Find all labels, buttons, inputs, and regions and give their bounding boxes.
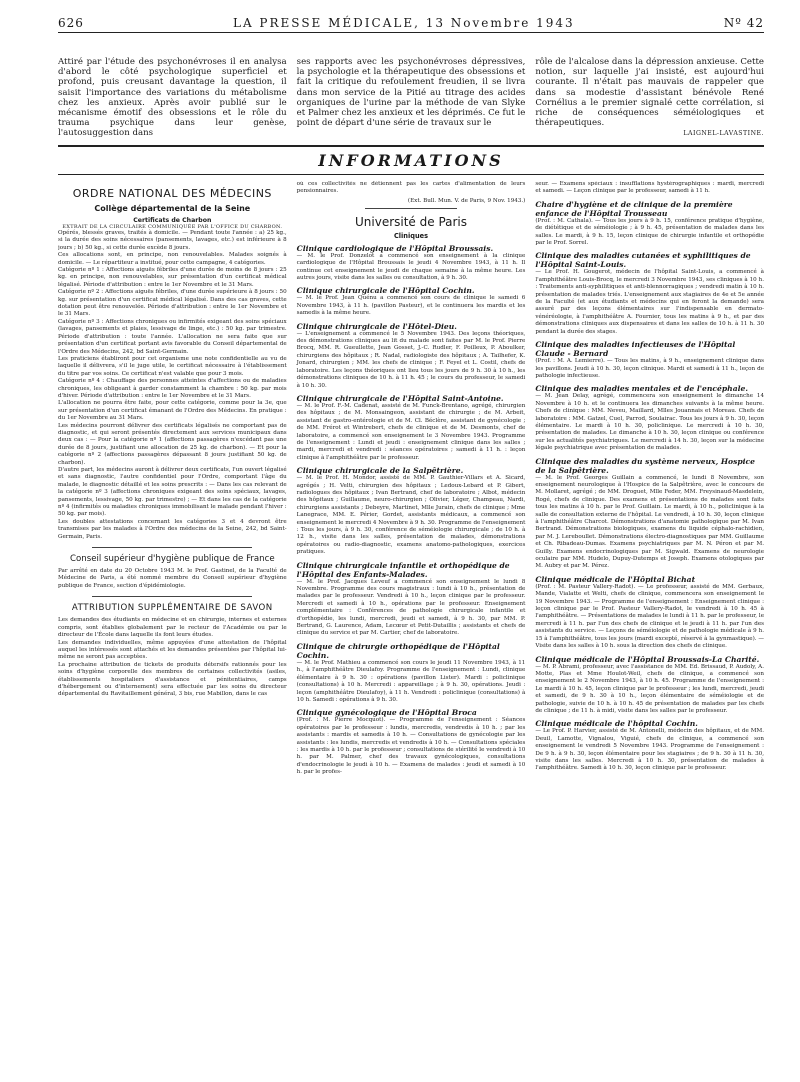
paragraph: (Prof. : M. Pierre Mocquot). — Programme de l'enseignement : Séances opératoires par le professeur : lundis, mercredis, vendredis à 10 h. ; par les assistants : mardis et samedis à 10 h. — Consultations de gynécologie par les assistants : les lundis, mercredis et vendredis à 10 h. — Consultations spéciales : les mardis à 10 h. par le professeur ; consultations de stérilité le vendredi à 10 h. par M. Palmer, chef des travaux gynécologiques, consultations d'endocrinologie le jeudi à 10 h. — Examens de malades : jeudi et samedi à 10 h. par le profes- <box>296 717 526 776</box>
header-rule <box>58 32 764 33</box>
section-rule-bottom <box>58 174 764 175</box>
paragraph: (Prof. : M. Pasteur Vallery-Radot). — Le professeur, assisté de MM. Gerbaux, Mande, Vialatte et Welti, chefs de clinique, commencera son enseignement le 19 Novembre 1943. — Programme de l'enseignement : Enseignement clinique : leçon clinique par le Prof. Pasteur Vallery-Radot, le vendredi à 10 h. 45 à l'amphithéâtre. — Présentations de malades le lundi à 11 h. par le professeur, le mercredi à 11 h. par l'un des chefs de clinique et le jeudi à 11 h. par l'un des assistants du service. — Leçons de séméiologie et de pathologie médicale à 9 h. 15 à l'amphithéâtre, tous les jours (mardi excepté, réservé à la gynmastique). — Visite dans les salles à 10 h. sous la direction des chefs de clinique. <box>535 583 764 650</box>
page-header <box>58 14 764 32</box>
clinic-heading: Chaire d'hygiène et de clinique de la première enfance de l'Hôpital Trousseau <box>535 199 733 218</box>
clinic-heading: Clinique cardiologique de l'Hôpital Broussais. <box>296 243 494 253</box>
section-rule <box>58 145 764 147</box>
paragraph: Par arrêté en date du 20 Octobre 1943 M. le Prof. Gastinel, de la Faculté de Médecine de Paris, a été nommé membre du Conseil supérieur d'hygiène publique de France, section d'épidémiologie. <box>58 568 287 589</box>
paragraph: La prochaine attribution de tickets de produits détersifs rationnés pour les soins d'hygiène corporelle des membres de certaines collectivités (asiles, établissements hospitaliers d'assistance et pénitentiaires, camps d'hébergement ou d'internement) sera effectuée par les soins du directeur départemental du Ravitaillement général, 3 bis, rue Mabillon, dans le cas <box>58 661 287 698</box>
clinic-heading: Clinique de chirurgie orthopédique de l'Hôpital Cochin. <box>296 641 500 660</box>
savon-title: ATTRIBUTION SUPPLÉMENTAIRE DE SAVON <box>71 603 273 614</box>
conseil-title: Conseil supérieur d'hygiène publique de France <box>70 554 275 565</box>
paragraph: — M. le Prof. Jacques Leveuf a commencé son enseignement le lundi 8 Novembre. Programme des cours magistraux : lundi à 10 h., présentation de malades par le professeur. Vendredi à 10 h., leçon clinique par le professeur. Mercredi et samedi à 10 h., opérations par le professeur. Enseignement complémentaire : Conférences de pathologie chirurgicale infantile et d'orthopédie, les lundi, mercredi, jeudi et samedi, à 9 h. 30, par MM. P. Bertrand, G. Laurence, Adam, Lecœur et Petit-Dutaillis ; assistants et chefs de clinique du service et par M. Cartier, chef de laboratoire. <box>296 578 526 637</box>
article-continuation <box>58 57 764 141</box>
paragraph: Les médecins pourront délivrer des certificats légalisés ne comportant pas de diagnostic, et qui seront présentés directement aux services municipaux dans deux cas : — Pour la catégorie nº 1 (affections passagères n'excédant pas une durée de 8 jours, justifiant une allocation de 25 kg. de charbon). — Et pour la catégorie nº 2 (affections passagères dépassant 8 jours justifiant 50 kg. de charbon). <box>58 422 287 466</box>
paragraph: Catégorie nº 2 : Affections aiguës fébriles, d'une durée supérieure à 8 jours : 50 kg. sur présentation d'un certificat médical légalisé. Dans des cas graves, cette dotation peut être renouvelée. Période d'attribution : entre le 1er Novembre et le 31 Mars. <box>58 289 287 318</box>
article-col-3: rôle de l'alcalose dans la dépression anxieuse. Cette notion, sur laquelle j'ai insisté, est aujourd'hui courante. Il n'était pas mauvais de rappeler que dans sa modestie d'assistant bénévole René Cornélius a le premier signalé cette corrélation, si riche de conséquences séméiologiques et thérapeutiques. <box>535 57 764 129</box>
clinic-heading: Clinique médicale de l'hôpital Cochin. <box>535 719 698 729</box>
extrait-caption: EXTRAIT DE LA CIRCULAIRE COMMUNIQUÉE PAR L'OFFICE DU CHARBON. <box>62 224 283 230</box>
paragraph: Ces allocations sont, en principe, non renouvelables. Malades soignés à domicile. — Le répartiteur a institué, pour cette campagne, 4 catégories. <box>58 252 287 266</box>
university-title: Université de Paris <box>355 214 468 229</box>
clinic-heading: Clinique médicale de l'Hôpital Bichat <box>535 574 696 584</box>
issue-number: Nº 42 <box>723 16 764 30</box>
paragraph: D'autre part, les médecins auront à délivrer deux certificats, l'un ouvert légalisé et sans diagnostic, l'autre confidentiel pour l'Ordre, comportant l'âge du malade, le diagnostic détaillé et les soins prescrits : — Dans les cas relevant de la catégorie nº 3 (affections chroniques exigeant des soins spéciaux, lavages, pansements, lessivage, 50 kg. par trimestre) ; — Et dans les cas de la catégorie nº 4 (infirmités ou maladies chroniques immobilisant le malade pendant l'hiver : 50 kg. par mois). <box>58 467 287 518</box>
divider <box>92 596 252 597</box>
paragraph: — M. le Prof. Mathieu a commencé son cours le jeudi 11 Novembre 1943, à 11 h., à l'amphithéâtre Dieulafoy. Programme de l'enseignement : Lundi, clinique élémentaire à 9 h. 30 : opérations (pavillon Lister). Mardi : policlinique (consultations) à 10 h. Mercredi : appareillage ; à 9 h. 30, opérations. Jeudi : leçon (amphithéâtre Dieulafoy), à 11 h. Vendredi : policlinique (consultations) à 10 h. Samedi : opérations à 9 h. 30. <box>296 659 526 703</box>
paragraph: Opérés, blessés graves, traités à domicile. — Pendant toute l'année : a) 25 kg., si la durée des soins nécessaires (pansements, lavages, etc.) est inférieure à 8 jours ; b) 50 kg., si cette durée excède 8 jours. <box>58 230 287 251</box>
paragraph: L'allocation ne pourra être faite, pour cette catégorie, comme pour la 3e, que sur présentation d'un certificat émanant de l'Ordre des Médecins. En pratique : du 1er Novembre au 31 Mars. <box>58 400 287 422</box>
clinic-heading: Clinique médicale de l'Hôpital Broussais-La Charité. <box>535 654 760 664</box>
clinic-heading: Clinique chirurgicale de l'Hôpital Cochin. <box>296 286 475 296</box>
paragraph: où ces collectivités ne détiennent pas les cartes d'alimentation de leurs pensionnaires. <box>296 181 526 195</box>
paragraph: — M. P. Abrami, professeur, avec l'assistance de MM. Ed. Brissaud, P. Audoly, A. Motte, Plas et Mme Houlot-Weil, chefs de clinique, a commencé son enseignement le 2 Novembre 1943, à 10 h. 45. Programme de l'enseignement : Le mardi à 10 h. 45, leçon clinique par le professeur ; les lundi, mercredi, jeudi et samedi, de 9 h. 30 à 10 h., leçon élémentaire de séméiologie et de pathologie, suivie de 10 h. à 10 h. 45 de présentation de malades par les chefs de clinique ; de 11 h. à midi, visite dans les salles par le professeur. <box>535 663 764 714</box>
ordre-title: ORDRE NATIONAL DES MÉDECINS <box>72 187 272 200</box>
certificats-title: Certificats de Charbon <box>133 217 212 224</box>
clinic-heading: Clinique chirurgicale de l'Hôtel-Dieu. <box>296 321 457 331</box>
clinic-heading: Clinique des maladies infectieuses de l'Hôpital Claude - Bernard <box>535 340 736 359</box>
cliniques-title: Cliniques <box>393 231 429 240</box>
article-col-2: ses rapports avec les psychonévroses dépressives, la psychologie et la thérapeutique des obsessions et fait la critique du refoulement freudien, il se livra dans mon service de la Pitié au titrage des acides organiques de l'urine par la méthode de van Slyke et Palmer chez les anxieux et les déprimés. Ce fut le point de départ d'une série de travaux sur le <box>296 57 526 129</box>
paragraph: Catégorie nº 1 : Affections aiguës fébriles d'une durée de moins de 8 jours : 25 kg. en principe, non renouvelables, sur présentation d'un certificat médical légalisé. Période d'attribution : entre le 1er Novembre et le 31 Mars. <box>58 267 287 288</box>
middle-column <box>297 181 526 1081</box>
paragraph: Les praticiens établiront pour cet organisme une note confidentielle au vu de laquelle il délivrera, s'il le juge utile, le certificat nécessaire à l'établissement du titre par vos soins. Ce certificat n'est valable que pour 3 mois. <box>58 355 287 377</box>
paragraph: — Le Prof. H. Gougerot, médecin de l'hôpital Saint-Louis, a commencé à l'amphithéâtre Louis-Brocq, le mercredi 3 Novembre 1943, ses cliniques à 10 h. : Traitements anti-syphilitiques et anti-blennorragiques ; vendredi matin à 10 h. présentation de malades triés. L'enseignement aux stagiaires de 4e et 5e année de la Faculté (et aux étudiants et médecins qui en feront la demande) sera assuré par des leçons élémentaires sur l'indispensable en dermato-vénéréologie, à l'amphithéâtre A. Fournier, tous les matins à 9 h., et par des démonstrations cliniques aux dispensaires et dans les salles de 10 h. à 11 h. 30 pendant la durée des stages. <box>535 269 764 335</box>
signature: LAIGNEL-LAVASTINE. <box>683 130 764 138</box>
clinic-heading: Clinique chirurgicale de la Salpêtrière. <box>296 466 464 476</box>
right-column <box>535 181 764 1081</box>
paragraph: — M. Jean Delay, agrégé, commencera son enseignement le dimanche 14 Novembre à 10 h. et le continuera les dimanches suivants à la même heure. Chefs de clinique : MM. Neveu, Maillard, Mlles Jouannais et Moreau. Chefs de laboratoire : MM. Gatzel, Cuel, Parrod, Soulairac. Tous les jours à 9 h. 30, leçon élémentaire. Le mardi à 10 h. 30, policlinique. Le mercredi à 10 h. 30, présentation de malades. Le dimanche à 10 h. 30, leçon clinique ou conférence sur les actualités psychiatriques. Le mercredi à 14 h. 30, leçon sur la médecine légale psychiatrique avec présentation de malades. <box>535 393 764 452</box>
clinic-heading: Clinique des maladies cutanées et syphilitiques de l'Hôpital Saint-Louis. <box>535 251 751 270</box>
clinic-heading: Clinique chirurgicale de l'Hôpital Saint-Antoine. <box>296 393 504 403</box>
paragraph: Les doubles attestations concernant les catégories 3 et 4 devront être transmises par les malades à l'Ordre des médecins de la Seine, 242, bd Saint-Germain, Paris. <box>58 518 287 540</box>
paragraph: seur. — Examens spéciaux : insufflations hystérographiques : mardi, mercredi et samedi. — Leçon clinique par le professeur, samedi à 11 h. <box>535 181 764 195</box>
clinic-heading: Clinique gynécologique de l'Hôpital Broca <box>296 708 477 718</box>
paragraph: Catégorie nº 4 : Chauffage des personnes atteintes d'affections ou de maladies chroniques, les obligeant à garder constamment la chambre : 50 kg. par mois d'hiver. Période d'attribution : entre le 1er Novembre et le 31 Mars. <box>58 378 287 399</box>
paragraph: (Prof. : M. Cathala). — Tous les jours à 9 h. 15, conférence pratique d'hygiène, de diététique et de séméiologie ; à 9 h. 45, présentation de malades dans les salles. Le mardi, à 9 h. 15, leçon clinique de chirurgie infantile et orthopédie par le Prof. Sorrel. <box>535 217 764 247</box>
journal-title: LA PRESSE MÉDICALE, 13 Novembre 1943 <box>232 16 575 30</box>
source-note: (Ext. Bull. Mun. V. de Paris, 9 Nov. 1943.) <box>407 197 526 204</box>
paragraph: (Prof. : M. A. Lemierre). — Tous les matins, à 9 h., enseignement clinique dans les pavillons. Jeudi à 10 h. 30, leçon clinique. Mardi et samedi à 11 h., leçon de pathologie infectieuse. <box>535 358 764 379</box>
paragraph: Les demandes individuelles, même appuyées d'une attestation de l'hôpital auquel les intéressés sont attachés et les demandes présentées par l'hôpital lui-même ne seront pas acceptées. <box>58 639 287 661</box>
section-title: INFORMATIONS <box>318 151 504 170</box>
clinic-heading: Clinique des maladies du système nerveux, Hospice de la Salpêtrière. <box>535 456 756 475</box>
clinic-heading: Clinique chirurgicale infantile et orthopédique de l'Hôpital des Enfants-Malades. <box>296 560 510 579</box>
journal-page <box>58 14 764 1081</box>
paragraph: Catégorie nº 3 : Affections chroniques ou infirmités exigeant des soins spéciaux (lavages, pansements et plaies, lessivage de linge, etc.) : 50 kg. par trimestre. Période d'attribution : toute l'année. L'allocation ne sera faite que sur présentation d'un certificat portant avis favorable du Conseil départemental de l'Ordre des Médecins, 242, bd Saint-Germain. <box>58 318 287 355</box>
paragraph: — Le Prof. P. Harvier, assisté de M. Antonelli, médecin des hôpitaux, et de MM. Deuil, Lamotte, Vignalou, Viguié, chefs de clinique, a commencé son enseignement le vendredi 5 Novembre 1943. Programme de l'enseignement : De 9 h. à 9 h. 30, leçon élémentaire pour les stagiaires ; de 9 h. 30 à 11 h. 30, visite dans les salles. Mercredi à 10 h. 30, présentation de malades à l'amphithéâtre. Samedi à 10 h. 30, leçon clinique par le professeur. <box>535 728 764 772</box>
paragraph: Les demandes des étudiants en médecine et en chirurgie, internes et externes compris, sont établies globalement par le recteur de l'Académie ou par le directeur de l'École dans laquelle ils font leurs études. <box>58 617 287 639</box>
college-title: Collège départemental de la Seine <box>94 204 251 213</box>
page-number: 626 <box>58 16 84 30</box>
paragraph: — M. le Prof. Jean Quénu a commencé son cours de clinique le samedi 6 Novembre 1943, à 11 h. (pavillon Pasteur), et le continuera les mardis et les samedis à la même heure. <box>296 295 526 317</box>
informations-columns <box>58 181 764 1081</box>
divider <box>92 547 252 548</box>
clinic-heading: Clinique des maladies mentales et de l'encéphale. <box>535 384 748 394</box>
paragraph: — M. le Prof. Donzelot a commencé son enseignement à la clinique cardiologique de l'Hôpital Broussais le jeudi 4 Novembre 1943, à 11 h. Il continue cet enseignement le jeudi de chaque semaine à la même heure. Les autres jours, visite dans les salles ou consultation, à 9 h. 30. <box>296 252 526 282</box>
paragraph: — L'enseignement a commencé le 5 Novembre 1943. Des leçons théoriques, des démonstrations cliniques au lit du malade sont faites par M. le Prof. Pierre Brocq, MM. R. Gueullette, Jean Gosset, J.-C. Rudler, F. Poilleux, P. Aboulker, chirurgiens des hôpitaux ; R. Nadal, radiologiste des hôpitaux ; A. Tailhefer, K. Jonard, chirurgien ; MM. les chefs de clinique ; F. Feyel et L. Costil, chefs de laboratoire. Les leçons théoriques ont lieu tous les jours de 9 h. 30 à 10 h., les démonstrations cliniques de 10 h. à 11 h. 45 ; le cours du professeur, le samedi à 10 h. 30. <box>296 330 526 389</box>
paragraph: — M. le Prof. F.-M. Cadenat, assisté de M. Funck-Brentano, agrégé, chirurgien des hôpitaux ; de M. Monsaingeon, assistant de chirurgie ; de M. Arbeit, assistant de gastro-entérologie et de M. Cl. Béclère, assistant de gynécologie ; de MM. Frérot et Wintrebert, chefs de clinique et de M. Desmonts, chef de laboratoire, a commencé son enseignement le 3 Novembre 1943. Programme de l'enseignement : Lundi et jeudi : enseignement clinique dans les salles ; mardi, mercredi et vendredi : séances opératoires ; samedi à 11 h. : leçon clinique à l'amphithéâtre par le professeur. <box>296 402 526 461</box>
paragraph: — M. le Prof. Georges Guillain a commencé, le lundi 8 Novembre, son enseignement neurologique à l'Hospice de la Salpêtrière, avec le concours de M. Mollaret, agrégé ; de MM. Droguet, Mlle Feder, MM. Freysinaud-Masdelein, Rogé, chefs de clinique. Des examens et présentations de malades sont faits tous les matins à 10 h. par le Prof. Guillain. Le mardi, à 10 h., policlinique à la salle de consultation externe de l'hôpital. Le vendredi, à 10 h. 30, leçon clinique à l'amphithéâtre Charcot. Démonstrations d'anatomie pathologique par M. Ivan Bertrand. Démonstrations biologiques, examens du liquide céphalo-rachidien, par M. J. Lereboullet. Démonstrations électro-diagnostiques par MM. Guillaume et Ch. Ribadeau-Dumas. Examens psychiatriques par M. N. Péron et par M. Guilly. Examens endocrinologiques par M. Sigwald. Examens de neurologie oculaire par MM. Hudelo, Dupuy-Dutemps et Joseph. Examens otologiques par M. Aubry et par M. Pérez. <box>535 474 764 570</box>
left-column <box>58 181 287 1081</box>
divider <box>365 208 456 209</box>
paragraph: — M. le Prof. H. Mondor, assisté de MM. P. Gauthier-Villars et A. Sicard, agrégés ; H. Velti, chirurgien des hôpitaux ; Ledoux-Lebard et P. Gibert, radiologues des hôpitaux ; Ivan Bertrand, chef de laboratoire ; Albot, médecin des hôpitaux ; Guillaume, neuro-chirurgien ; Olivier, Léger, Champeau, Nardi, chirurgiens assistants ; Debeyre, Martinet, Mlle Jurain, chefs de clinique ; Mme Lanegrace, MM. E. Périer, Gordet, assistants médicaux, a commencé son enseignement le mercredi 4 Novembre à 9 h. 30. Programme de l'enseignement : Tous les jours, à 9 h. 30, conférence de séméiologie chirurgicale ; de 10 h. à 12 h., visite dans les salles, présentation de malades, démonstrations opératoires ou radio-diagnostic, examens anatomo-pathologiques, exercices pratiques. <box>296 475 526 556</box>
article-col-1: Attiré par l'étude des psychonévroses il en analysa d'abord le côté psychologique superficiel et profond, puis creusant davantage la question, il saisit l'importance des variations du métabolisme chez les anxieux. Après avoir publié sur le mécanisme émotif des obsessions et le rôle du trauma psychique dans leur genèse, l'autosuggestion dans <box>58 57 287 139</box>
